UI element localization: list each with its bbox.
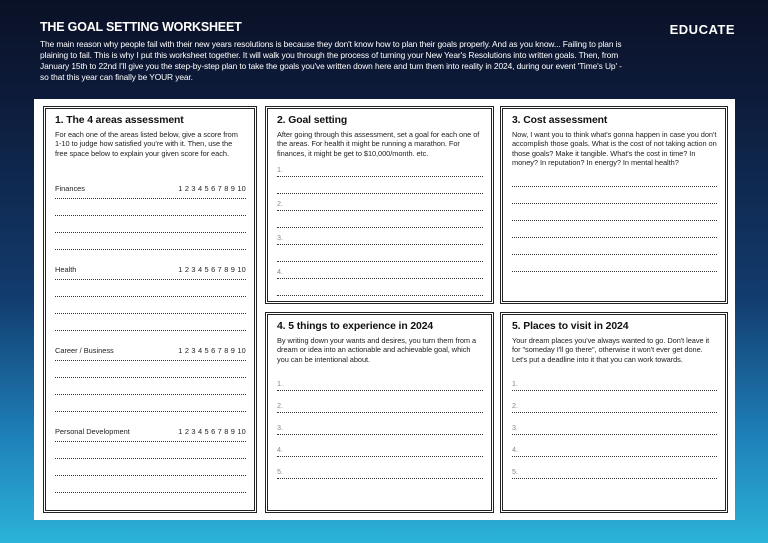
writing-line[interactable]: [55, 361, 246, 378]
area-label: Career / Business: [55, 346, 114, 355]
writing-line[interactable]: [55, 297, 246, 314]
writing-line[interactable]: [512, 221, 717, 238]
writing-line[interactable]: [55, 378, 246, 395]
writing-line[interactable]: [277, 177, 483, 194]
area-career-business: [55, 345, 246, 412]
writing-line[interactable]: [512, 204, 717, 221]
writing-line[interactable]: [512, 170, 717, 187]
experience-line[interactable]: 5.: [277, 457, 483, 479]
section-description: By writing down your wants and desires, you turn them from a dream or idea into an actionable and achievable goal, which you can be intentional about.: [277, 336, 477, 364]
area-health: [55, 264, 246, 331]
goal-line[interactable]: 4.: [277, 262, 483, 279]
experience-line[interactable]: 3.: [277, 413, 483, 435]
goal-line[interactable]: 3.: [277, 228, 483, 245]
score-scale[interactable]: 1 2 3 4 5 6 7 8 9 10: [178, 184, 246, 193]
writing-line[interactable]: [512, 187, 717, 204]
section-areas-assessment: [43, 106, 257, 513]
experience-line[interactable]: 1.: [277, 370, 483, 391]
section-cost-assessment: [500, 106, 728, 304]
writing-line[interactable]: [277, 211, 483, 228]
place-line[interactable]: 2.: [512, 391, 717, 413]
place-line[interactable]: 5.: [512, 457, 717, 479]
section-title: 3. Cost assessment: [512, 115, 608, 126]
writing-line[interactable]: [55, 442, 246, 459]
section-places-to-visit: [500, 312, 728, 513]
brand-logo: EDUCATE: [669, 22, 735, 37]
writing-line[interactable]: [55, 233, 246, 250]
experience-line[interactable]: 4.: [277, 435, 483, 457]
section-description: For each one of the areas listed below, give a score from 1-10 to judge how satisfied you're with it. Then, use the free space below to explain your given score for each.: [55, 130, 238, 158]
page-title: THE GOAL SETTING WORKSHEET: [40, 20, 242, 34]
goal-line[interactable]: 2.: [277, 194, 483, 211]
experience-line[interactable]: 2.: [277, 391, 483, 413]
place-line[interactable]: 3.: [512, 413, 717, 435]
area-label: Finances: [55, 184, 85, 193]
writing-line[interactable]: [55, 199, 246, 216]
score-scale[interactable]: 1 2 3 4 5 6 7 8 9 10: [178, 427, 246, 436]
score-scale[interactable]: 1 2 3 4 5 6 7 8 9 10: [178, 265, 246, 274]
writing-line[interactable]: [512, 255, 717, 272]
place-line[interactable]: 4.: [512, 435, 717, 457]
writing-line[interactable]: [277, 245, 483, 262]
section-title: 5. Places to visit in 2024: [512, 321, 629, 332]
writing-line[interactable]: [55, 459, 246, 476]
section-things-to-experience: [265, 312, 494, 513]
section-title: 4. 5 things to experience in 2024: [277, 321, 434, 332]
writing-line[interactable]: [55, 395, 246, 412]
section-description: Your dream places you've always wanted to go. Don't leave it for "someday I'll go there", otherwise it won't ever get done. Let's put a deadline into it that you can work towards.: [512, 336, 710, 364]
area-finances: [55, 183, 246, 250]
section-description: After going through this assessment, set a goal for each one of the areas. For health it might be running a marathon. For finances, it might be get to $10,000/month. etc.: [277, 130, 480, 158]
writing-line[interactable]: [277, 279, 483, 296]
area-label: Personal Development: [55, 427, 130, 436]
section-goal-setting: [265, 106, 494, 304]
place-line[interactable]: 1.: [512, 370, 717, 391]
score-scale[interactable]: 1 2 3 4 5 6 7 8 9 10: [178, 346, 246, 355]
section-description: Now, I want you to think what's gonna happen in case you don't accomplish those goals. What is the cost of not taking action on those goals? Make it tangible. What's the cost in time? In money? In reputation? In energy? In mental health?: [512, 130, 717, 168]
section-title: 1. The 4 areas assessment: [55, 115, 184, 126]
writing-line[interactable]: [55, 280, 246, 297]
worksheet: [34, 99, 735, 520]
goal-line[interactable]: 1.: [277, 160, 483, 177]
area-personal-development: [55, 426, 246, 493]
section-title: 2. Goal setting: [277, 115, 348, 126]
writing-line[interactable]: [55, 216, 246, 233]
writing-line[interactable]: [55, 314, 246, 331]
writing-line[interactable]: [55, 476, 246, 493]
intro-text: The main reason why people fail with their new years resolutions is because they don't know how to plan their goals properly. And as you know... Failing to plan is plaining to fail. This is why I put this worksheet together. It will walk you through the process of turning your New Year's Resolutions into written goals. Then, from January 15th to 22nd I'll give you the step-by-step plan to take the goals you've written down here and turn them into reality in 2024, during our event 'Time's Up' - so that this year can finally be YOUR year.: [40, 39, 622, 82]
area-label: Health: [55, 265, 77, 274]
writing-line[interactable]: [512, 238, 717, 255]
